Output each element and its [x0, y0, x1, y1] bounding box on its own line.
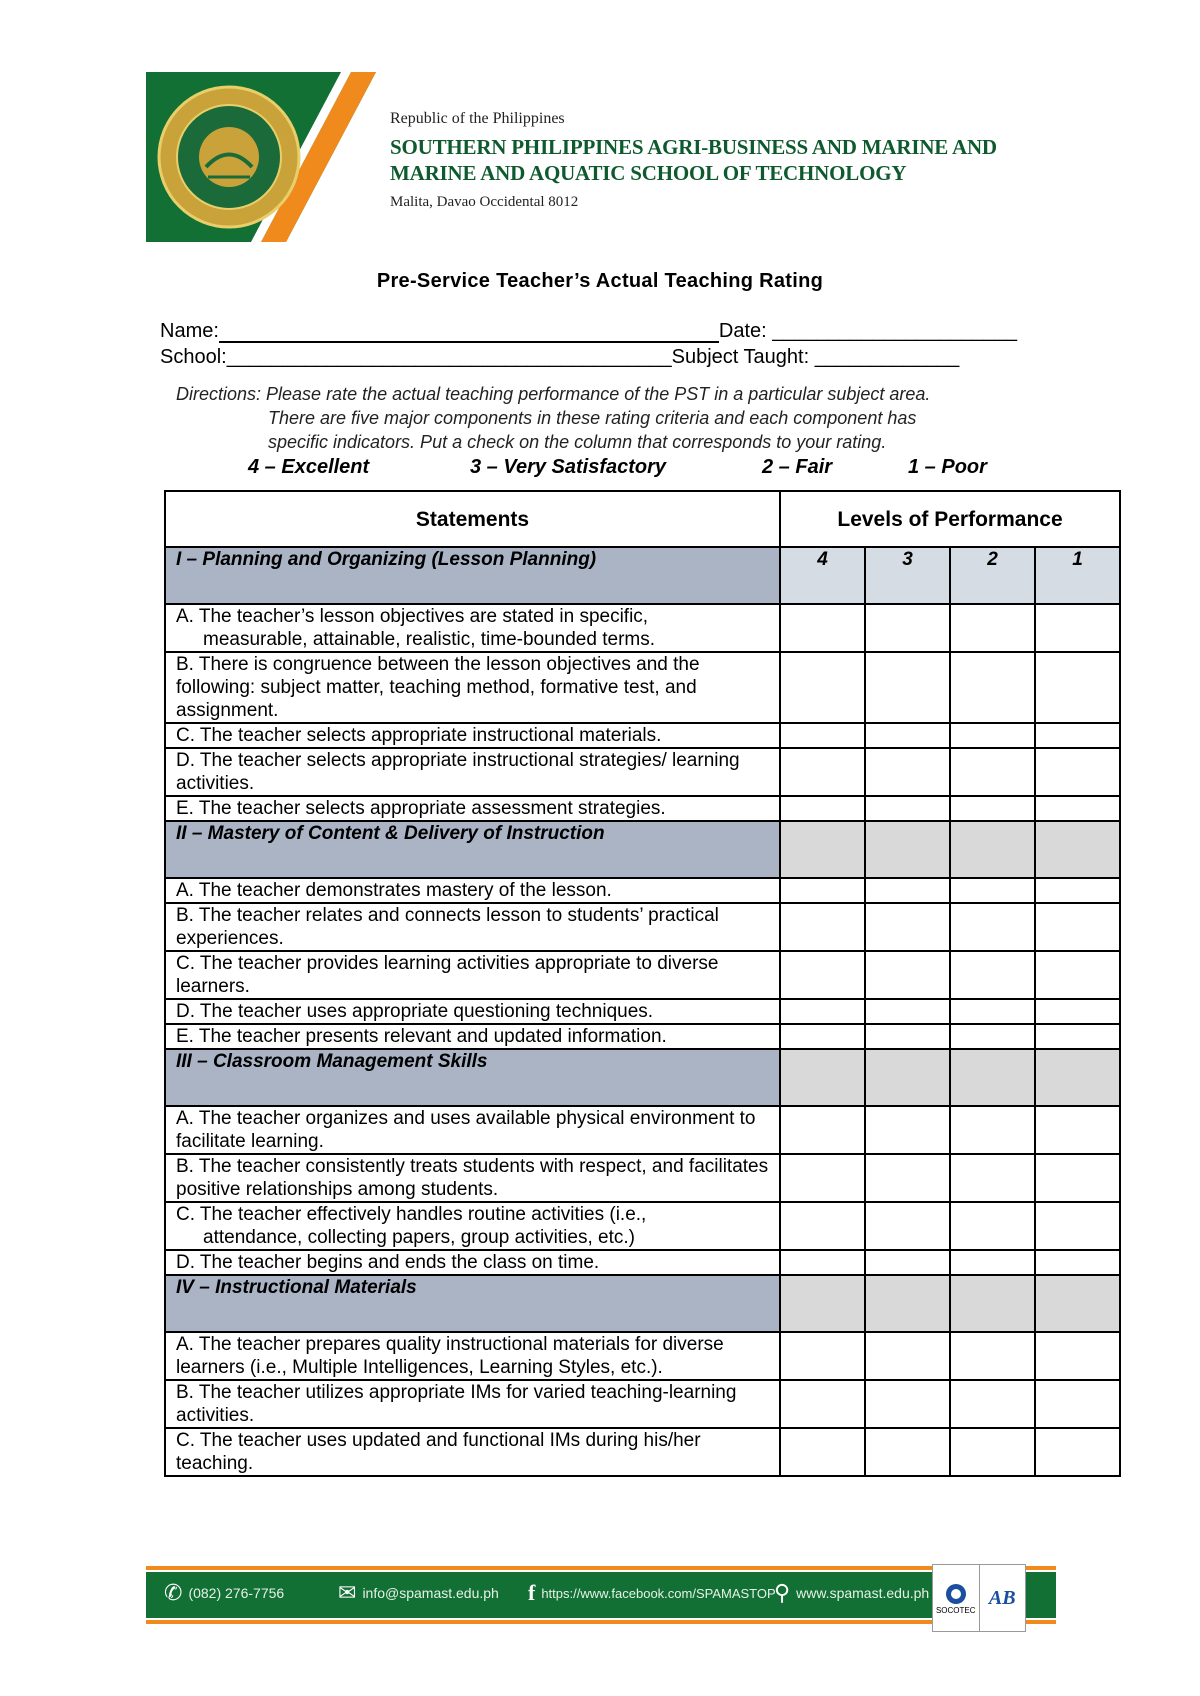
socotec-logo-icon: [944, 1582, 968, 1606]
statement-row: [165, 951, 1120, 999]
rating-checkbox-cell[interactable]: [780, 1106, 865, 1154]
section-row: [165, 1049, 1120, 1106]
school-address: Malita, Davao Occidental 8012: [390, 194, 579, 210]
rating-checkbox-cell[interactable]: [780, 1024, 865, 1049]
phone-icon: ✆: [164, 1580, 183, 1605]
rating-checkbox-cell[interactable]: [780, 1380, 865, 1428]
level-header-cell: [950, 821, 1035, 878]
email-text[interactable]: info@spamast.edu.ph: [362, 1585, 499, 1601]
statement-text: [165, 903, 780, 951]
rating-checkbox-cell[interactable]: [780, 1202, 865, 1250]
statement-line: E. The teacher selects appropriate assessment strategies.: [176, 798, 666, 819]
statement-line: A. The teacher prepares quality instructional materials for diverse learners (i.e., Multiple Intelligences, Learning Styles, etc.).: [176, 1334, 724, 1378]
rating-checkbox-cell[interactable]: [780, 748, 865, 796]
rating-checkbox-cell[interactable]: [1035, 903, 1120, 951]
footer-phone: [164, 1582, 284, 1604]
statement-line: C. The teacher effectively handles routine activities (i.e.,: [176, 1204, 647, 1225]
statement-line: A. The teacher demonstrates mastery of the lesson.: [176, 880, 612, 901]
statement-text: [165, 1154, 780, 1202]
scale-fair: 2 – Fair: [762, 456, 833, 478]
footer-orange-stripe-bottom: [146, 1620, 1056, 1624]
level-header-cell: [780, 821, 865, 878]
rating-checkbox-cell[interactable]: [1035, 1428, 1120, 1476]
rating-checkbox-cell[interactable]: [865, 1106, 950, 1154]
statement-text: [165, 604, 780, 652]
rating-checkbox-cell[interactable]: [865, 1250, 950, 1275]
socotec-text: SOCOTEC: [935, 1605, 976, 1615]
statement-text: [165, 748, 780, 796]
level-header-cell: [780, 1049, 865, 1106]
date-field[interactable]: Date: ______________________: [718, 320, 1017, 342]
rating-checkbox-cell[interactable]: [950, 951, 1035, 999]
section-title: I – Planning and Organizing (Lesson Planning): [165, 547, 780, 604]
footer-website[interactable]: [774, 1582, 929, 1604]
rating-checkbox-cell[interactable]: [950, 1106, 1035, 1154]
directions-line2: There are five major components in these rating criteria and each component has: [268, 408, 917, 428]
statement-line: A. The teacher organizes and uses available physical environment to facilitate learning.: [176, 1108, 756, 1152]
document-title: Pre-Service Teacher’s Actual Teaching Rating: [376, 270, 824, 292]
statement-line: D. The teacher selects appropriate instructional strategies/ learning activities.: [176, 750, 740, 794]
directions-line3: specific indicators. Put a check on the column that corresponds to your rating.: [268, 432, 887, 452]
rating-checkbox-cell[interactable]: [865, 1024, 950, 1049]
school-subject-row: [160, 346, 959, 369]
rating-checkbox-cell[interactable]: [780, 723, 865, 748]
rating-checkbox-cell[interactable]: [1035, 878, 1120, 903]
ab-text: AB: [988, 1586, 1016, 1609]
phone-text: (082) 276-7756: [188, 1585, 285, 1601]
rating-checkbox-cell[interactable]: [950, 796, 1035, 821]
rating-checkbox-cell[interactable]: [780, 903, 865, 951]
level-header-cell: [1035, 1275, 1120, 1332]
statement-text: [165, 1332, 780, 1380]
rating-checkbox-cell[interactable]: [865, 1202, 950, 1250]
statement-line: C. The teacher selects appropriate instructional materials.: [176, 725, 662, 746]
statement-row: [165, 1024, 1120, 1049]
name-field[interactable]: [219, 321, 719, 343]
school-logo-banner: [146, 72, 376, 242]
facebook-icon: f: [528, 1580, 536, 1605]
statement-row: [165, 999, 1120, 1024]
socotec-badge: [933, 1565, 979, 1631]
section-row: [165, 821, 1120, 878]
rating-checkbox-cell[interactable]: [1035, 1380, 1120, 1428]
rating-table: [164, 490, 1121, 1477]
level-header-cell: [950, 1049, 1035, 1106]
level-header-cell: [950, 1275, 1035, 1332]
rating-checkbox-cell[interactable]: [865, 1332, 950, 1380]
level-number: 1: [1035, 547, 1120, 604]
rating-checkbox-cell[interactable]: [1035, 796, 1120, 821]
rating-checkbox-cell[interactable]: [1035, 604, 1120, 652]
rating-checkbox-cell[interactable]: [1035, 1024, 1120, 1049]
level-header-cell: [865, 1275, 950, 1332]
statement-text: [165, 1250, 780, 1275]
rating-checkbox-cell[interactable]: [1035, 1106, 1120, 1154]
rating-checkbox-cell[interactable]: [1035, 951, 1120, 999]
statement-line: B. The teacher consistently treats students with respect, and facilitates positive relationships among students.: [176, 1156, 769, 1200]
statement-line: E. The teacher presents relevant and updated information.: [176, 1026, 667, 1047]
header-statements: Statements: [165, 491, 780, 547]
scale-very-satisfactory: 3 – Very Satisfactory: [470, 456, 667, 478]
level-header-cell: [865, 1049, 950, 1106]
rating-checkbox-cell[interactable]: [865, 878, 950, 903]
rating-checkbox-cell[interactable]: [950, 1380, 1035, 1428]
rating-checkbox-cell[interactable]: [780, 1332, 865, 1380]
rating-checkbox-cell[interactable]: [865, 1154, 950, 1202]
statement-line: B. The teacher relates and connects lesson to students’ practical experiences.: [176, 905, 719, 949]
footer-orange-stripe-top: [146, 1566, 1056, 1570]
level-number: 4: [780, 547, 865, 604]
statement-line: measurable, attainable, realistic, time-bounded terms.: [203, 629, 656, 650]
statement-text: [165, 796, 780, 821]
statement-line: D. The teacher uses appropriate questioning techniques.: [176, 1001, 654, 1022]
section-title: III – Classroom Management Skills: [165, 1049, 780, 1106]
rating-checkbox-cell[interactable]: [1035, 748, 1120, 796]
rating-checkbox-cell[interactable]: [865, 951, 950, 999]
rating-checkbox-cell[interactable]: [1035, 1154, 1120, 1202]
statement-row: [165, 604, 1120, 652]
statement-line: C. The teacher uses updated and functional IMs during his/her teaching.: [176, 1430, 701, 1474]
republic-line: Republic of the Philippines: [390, 110, 565, 127]
statement-line: C. The teacher provides learning activities appropriate to diverse learners.: [176, 953, 719, 997]
rating-checkbox-cell[interactable]: [780, 999, 865, 1024]
rating-checkbox-cell[interactable]: [1035, 1332, 1120, 1380]
statement-row: [165, 878, 1120, 903]
rating-checkbox-cell[interactable]: [865, 999, 950, 1024]
footer-facebook[interactable]: [528, 1582, 776, 1604]
statement-row: [165, 1332, 1120, 1380]
statement-row: [165, 1428, 1120, 1476]
statement-line: A. The teacher’s lesson objectives are stated in specific,: [176, 606, 649, 627]
rating-checkbox-cell[interactable]: [780, 1154, 865, 1202]
level-number: 3: [865, 547, 950, 604]
scale-poor: 1 – Poor: [908, 456, 987, 478]
statement-row: [165, 1380, 1120, 1428]
statement-row: [165, 796, 1120, 821]
statement-line: attendance, collecting papers, group activities, etc.): [203, 1227, 635, 1248]
level-number: 2: [950, 547, 1035, 604]
statement-row: [165, 652, 1120, 723]
level-header-cell: [865, 821, 950, 878]
statement-line: B. There is congruence between the lesson objectives and the following: subject matter, teaching method, formative test, and assignment.: [176, 654, 700, 721]
statement-text: [165, 1428, 780, 1476]
rating-checkbox-cell[interactable]: [950, 723, 1035, 748]
statement-text: [165, 1202, 780, 1250]
certification-badges: [932, 1564, 1026, 1632]
header-levels: Levels of Performance: [780, 491, 1120, 547]
footer-banner: [146, 1566, 1056, 1628]
rating-checkbox-cell[interactable]: [865, 723, 950, 748]
statement-row: [165, 903, 1120, 951]
rating-checkbox-cell[interactable]: [780, 604, 865, 652]
rating-checkbox-cell[interactable]: [950, 1202, 1035, 1250]
section-row: [165, 1275, 1120, 1332]
rating-checkbox-cell[interactable]: [950, 1250, 1035, 1275]
section-title: II – Mastery of Content & Delivery of Instruction: [165, 821, 780, 878]
rating-checkbox-cell[interactable]: [780, 951, 865, 999]
statement-text: [165, 652, 780, 723]
section-row: [165, 547, 1120, 604]
school-field[interactable]: ________________________________________: [226, 346, 672, 368]
facebook-text[interactable]: https://www.facebook.com/SPAMASTOP: [541, 1585, 776, 1601]
rating-checkbox-cell[interactable]: [950, 652, 1035, 723]
rating-checkbox-cell[interactable]: [865, 604, 950, 652]
scale-excellent: 4 – Excellent: [248, 456, 370, 478]
section-title: IV – Instructional Materials: [165, 1275, 780, 1332]
rating-checkbox-cell[interactable]: [780, 796, 865, 821]
search-icon: ⚲: [774, 1580, 791, 1605]
statement-line: B. The teacher utilizes appropriate IMs for varied teaching-learning activities.: [176, 1382, 737, 1426]
rating-checkbox-cell[interactable]: [780, 1428, 865, 1476]
rating-checkbox-cell[interactable]: [950, 878, 1035, 903]
rating-checkbox-cell[interactable]: [950, 1024, 1035, 1049]
statement-row: [165, 748, 1120, 796]
rating-checkbox-cell[interactable]: [865, 1428, 950, 1476]
subject-field[interactable]: Subject Taught: _____________: [671, 346, 960, 368]
name-date-row: [160, 320, 1017, 343]
rating-checkbox-cell[interactable]: [1035, 723, 1120, 748]
school-header: [390, 110, 997, 211]
statement-row: [165, 1202, 1120, 1250]
rating-checkbox-cell[interactable]: [780, 652, 865, 723]
school-name-line1: SOUTHERN PHILIPPINES AGRI-BUSINESS AND MARINE AND: [390, 135, 997, 159]
level-header-cell: [780, 1275, 865, 1332]
statement-text: [165, 1380, 780, 1428]
ab-badge: [979, 1565, 1026, 1631]
school-name-line2: MARINE AND AQUATIC SCHOOL OF TECHNOLOGY: [390, 161, 907, 185]
statement-line: D. The teacher begins and ends the class on time.: [176, 1252, 600, 1273]
rating-checkbox-cell[interactable]: [950, 903, 1035, 951]
rating-checkbox-cell[interactable]: [865, 748, 950, 796]
statement-text: [165, 878, 780, 903]
statement-text: [165, 1024, 780, 1049]
rating-checkbox-cell[interactable]: [950, 1332, 1035, 1380]
rating-checkbox-cell[interactable]: [950, 748, 1035, 796]
rating-checkbox-cell[interactable]: [865, 903, 950, 951]
rating-checkbox-cell[interactable]: [780, 1250, 865, 1275]
rating-checkbox-cell[interactable]: [865, 652, 950, 723]
level-header-cell: [1035, 821, 1120, 878]
school-seal-logo: [146, 72, 376, 242]
rating-checkbox-cell[interactable]: [1035, 1250, 1120, 1275]
rating-checkbox-cell[interactable]: [865, 796, 950, 821]
email-icon: ✉: [338, 1580, 357, 1605]
rating-checkbox-cell[interactable]: [865, 1380, 950, 1428]
rating-checkbox-cell[interactable]: [950, 999, 1035, 1024]
rating-checkbox-cell[interactable]: [950, 1428, 1035, 1476]
level-header-cell: [1035, 1049, 1120, 1106]
statement-row: [165, 723, 1120, 748]
website-text[interactable]: www.spamast.edu.ph: [796, 1585, 930, 1601]
statement-text: [165, 999, 780, 1024]
footer-email[interactable]: [338, 1582, 499, 1604]
school-label: School:: [160, 346, 227, 368]
directions-line1: Directions: Please rate the actual teaching performance of the PST in a particular subject area.: [176, 384, 931, 404]
statement-row: [165, 1250, 1120, 1275]
rating-table-body: [165, 547, 1120, 1476]
statement-text: [165, 951, 780, 999]
rating-checkbox-cell[interactable]: [1035, 652, 1120, 723]
statement-text: [165, 1106, 780, 1154]
directions: [176, 382, 1056, 454]
rating-checkbox-cell[interactable]: [950, 604, 1035, 652]
rating-checkbox-cell[interactable]: [780, 878, 865, 903]
name-label: Name:: [160, 320, 219, 342]
rating-checkbox-cell[interactable]: [950, 1154, 1035, 1202]
rating-checkbox-cell[interactable]: [1035, 999, 1120, 1024]
statement-row: [165, 1106, 1120, 1154]
statement-row: [165, 1154, 1120, 1202]
rating-checkbox-cell[interactable]: [1035, 1202, 1120, 1250]
statement-text: [165, 723, 780, 748]
